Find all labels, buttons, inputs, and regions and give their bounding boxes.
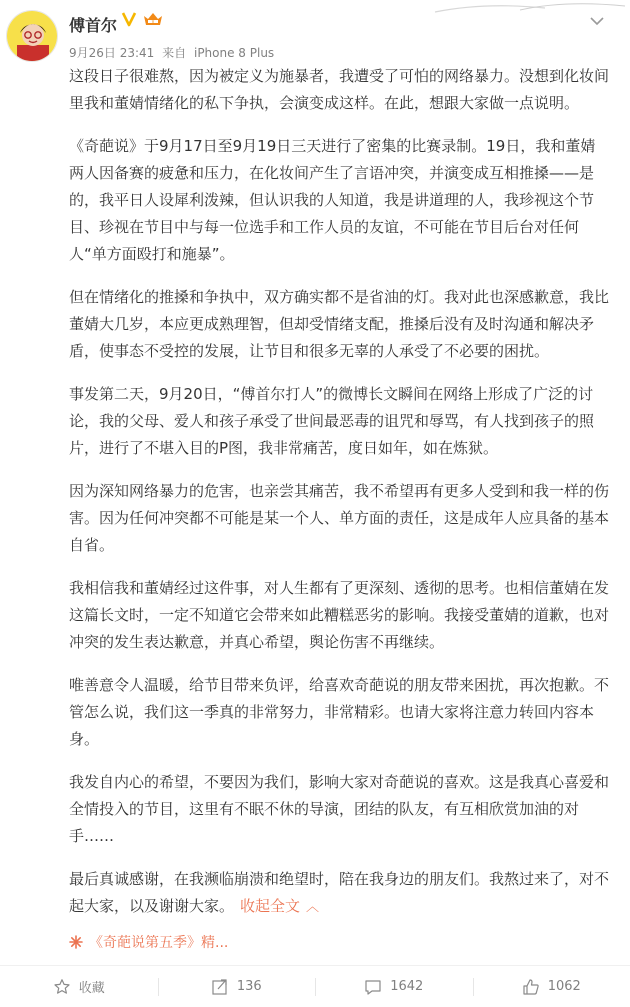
author-badges [121, 11, 163, 27]
post-paragraph: 唯善意令人温暖，给节目带来负评，给喜欢奇葩说的朋友带来困扰，再次抱歉。不管怎么说，我们这一季真的非常努力，非常精彩。也请大家将注意力转回内容本身。 [69, 676, 610, 748]
post-paragraph: 《奇葩说》于9月17日至9月19日三天进行了密集的比赛录制。19日，我和董婧两人因备赛的疲惫和压力，在化妆间产生了言语冲突，并演变成互相推搡——是的，我平日人设犀利泼辣，但认识我的人知道，我是讲道理的人，我珍视这个节目、珍视在节目中与每一位选手和工作人员的友谊，不可能在节目后台对任何人“单方面殴打和施暴”。 [69, 137, 596, 263]
post-paragraph: 事发第二天，9月20日，“傅首尔打人”的微博长文瞬间在网络上形成了广泛的讨论，我的父母、爱人和孩子承受了世间最恶毒的诅咒和辱骂，有人找到孩子的照片，进行了不堪入目的P图，我非常痛苦，度日如年，如在炼狱。 [69, 385, 595, 457]
author-name[interactable]: 傅首尔 [69, 16, 118, 35]
avatar[interactable] [6, 10, 58, 62]
comment-button[interactable] [315, 966, 473, 1007]
super-topic-link[interactable] [69, 932, 228, 952]
topic-label: 《奇葩说第五季》精... [89, 935, 229, 951]
source-prefix: 来自 [162, 46, 187, 60]
svg-text:V: V [151, 19, 155, 24]
favorite-label: 收藏 [78, 981, 105, 996]
post-paragraph: 因为深知网络暴力的危害，也亲尝其痛苦，我不希望再有更多人受到和我一样的伤害。因为任何冲突都不可能是某一个人、单方面的责任，这是成年人应具备的基本自省。 [69, 482, 610, 554]
post-meta [69, 44, 278, 61]
post-source: iPhone 8 Plus [193, 46, 275, 60]
post-paragraph: 这段日子很难熬，因为被定义为施暴者，我遭受了可怕的网络暴力。没想到化妆间里我和董婧情绪化的私下争执，会演变成这样。在此，想跟大家做一点说明。 [69, 67, 610, 112]
repost-button[interactable] [158, 966, 316, 1007]
like-button[interactable] [473, 966, 630, 1007]
repost-count: 136 [236, 979, 262, 994]
super-topic-icon [69, 935, 83, 949]
post-time[interactable]: 9月26日 23:41 [69, 46, 155, 60]
like-count: 1062 [547, 979, 581, 994]
verified-v-icon [121, 11, 137, 27]
chevron-down-icon[interactable] [586, 10, 608, 32]
vip-crown-icon[interactable] [143, 11, 163, 27]
comment-icon [364, 978, 382, 996]
collapse-button[interactable]: 收起全文 [240, 897, 301, 915]
like-icon [522, 978, 540, 996]
favorite-button[interactable] [0, 966, 158, 1007]
comment-count: 1642 [390, 979, 424, 994]
post-body [69, 63, 609, 937]
post-paragraph: 我相信我和董婧经过这件事，对人生都有了更深刻、透彻的思考。也相信董婧在发这篇长文时，一定不知道它会带来如此糟糕恶劣的影响。我接受董婧的道歉，也对冲突的发生表达歉意，并真心希望，舆论伤害不再继续。 [69, 579, 610, 651]
post-paragraph: 我发自内心的希望，不要因为我们，影响大家对奇葩说的喜欢。这是我真心喜爱和全情投入的节目，这里有不眠不休的导演，团结的队友，有互相欣赏加油的对手…… [69, 773, 610, 845]
share-icon [211, 978, 229, 996]
post-paragraph-text: 最后真诚感谢，在我濒临崩溃和绝望时，陪在我身边的朋友们。我熬过来了，对不起大家，以及谢谢大家。 [69, 870, 610, 915]
star-icon [53, 978, 71, 996]
chevron-up-icon[interactable]: ︿ [306, 900, 320, 915]
post-paragraph-last [69, 866, 609, 921]
action-bar [0, 965, 630, 1007]
post-paragraph: 但在情绪化的推搡和争执中，双方确实都不是省油的灯。我对此也深感歉意，我比董婧大几岁，本应更成熟理智，但却受情绪支配，推搡后没有及时沟通和解决矛盾，使事态不受控的发展，让节目和很多无辜的人承受了不必要的困扰。 [69, 288, 610, 360]
